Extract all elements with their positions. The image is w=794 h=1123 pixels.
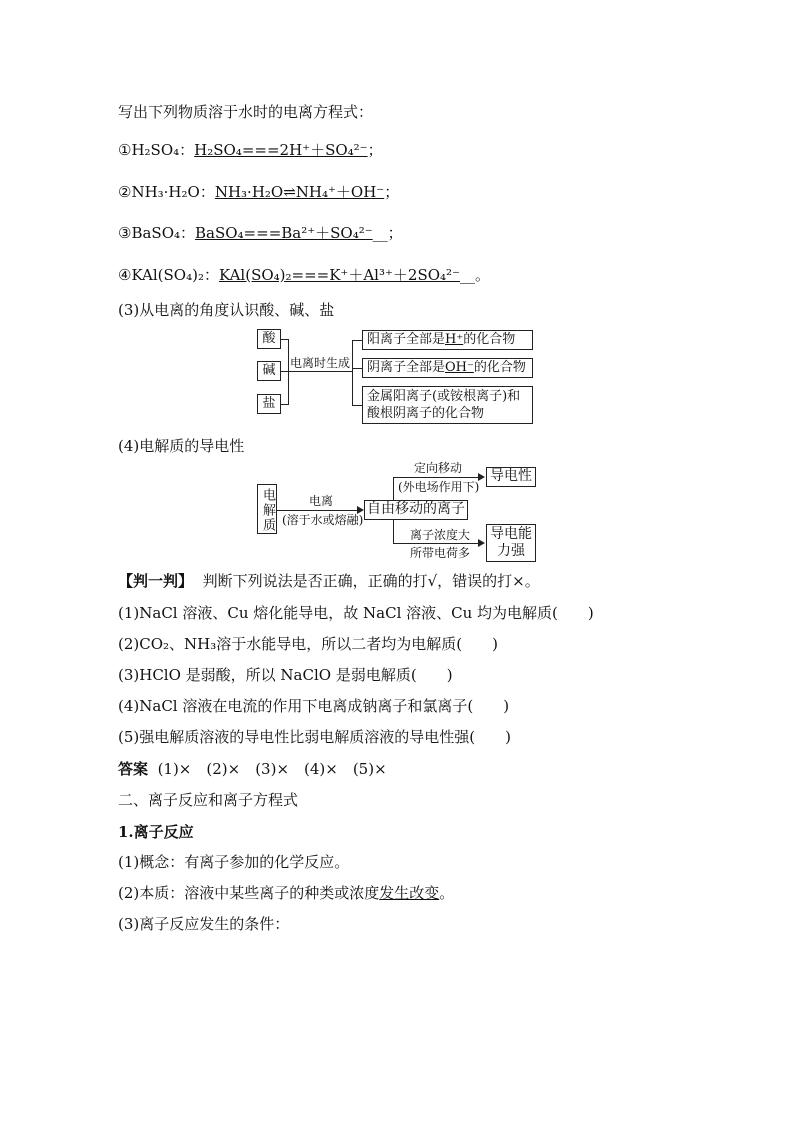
- conditions-line: (3)离子反应发生的条件：: [118, 915, 290, 933]
- eq1-answer: H₂SO₄===2H⁺＋SO₄²⁻: [194, 141, 368, 159]
- section-4-title: (4)电解质的导电性: [118, 437, 245, 455]
- section-3-title: (3)从电离的角度认识酸、碱、盐: [118, 301, 335, 319]
- ionization-condition: (溶于水或熔融): [282, 513, 364, 527]
- connector: [393, 477, 394, 500]
- section-heading-2: 二、离子反应和离子方程式: [118, 791, 299, 809]
- salt-box: 盐: [257, 394, 281, 414]
- equation-2: [118, 182, 399, 202]
- electrolyte-box: 电解质: [257, 484, 277, 534]
- subsection-ion-reaction: 1.离子反应: [118, 823, 194, 841]
- connector: [352, 340, 353, 406]
- judge-item-4: (4)NaCl 溶液在电流的作用下电离成钠离子和氯离子( ): [118, 697, 510, 715]
- base-box: 碱: [257, 361, 281, 381]
- eq2-label: ②NH₃·H₂O：: [118, 183, 215, 201]
- eq4-answer: KAl(SO₄)₂===K⁺＋Al³⁺＋2SO₄²⁻: [218, 266, 460, 284]
- judge-item-3: (3)HClO 是弱酸，所以 NaClO 是弱电解质( ): [118, 666, 453, 684]
- conductivity-box: 导电性: [486, 467, 536, 487]
- concentration-label: 离子浓度大: [410, 528, 471, 542]
- movement-label: 定向移动: [414, 461, 463, 475]
- connector: [352, 340, 362, 341]
- eq1-end: ；: [367, 141, 383, 159]
- connector: [281, 404, 288, 405]
- essence-pre: (2)本质：溶液中某些离子的种类或浓度: [118, 884, 380, 902]
- connector: [281, 371, 288, 372]
- answer-tag: 答案: [118, 760, 149, 778]
- equation-4: [118, 265, 490, 285]
- judge-tag: 【判一判】: [118, 572, 194, 590]
- eq4-label: ④KAl(SO₄)₂：: [118, 266, 219, 284]
- eq3-answer: BaSO₄===Ba²⁺＋SO₄²⁻: [195, 224, 373, 242]
- connector: [352, 368, 362, 369]
- charge-label: 所带电荷多: [410, 546, 471, 560]
- arrow-line: [393, 477, 478, 478]
- free-ions-box: 自由移动的离子: [364, 500, 468, 520]
- judge-instruction: [118, 571, 540, 591]
- connector: [288, 339, 289, 405]
- connector: [288, 371, 352, 372]
- equation-3: [118, 223, 403, 243]
- eq1-label: ①H₂SO₄：: [118, 141, 195, 159]
- arrow-line: [393, 543, 478, 544]
- salt-definition-box: 金属阳离子(或铵根离子)和 酸根阴离子的化合物: [362, 386, 533, 424]
- connector: [281, 339, 288, 340]
- anion-definition-box: 阴离子全部是OH⁻的化合物: [362, 358, 533, 378]
- intro-text: 写出下列物质溶于水时的电离方程式：: [118, 103, 374, 121]
- arrow-head: [478, 539, 485, 547]
- connector-label: 电离时生成: [290, 356, 351, 370]
- strong-conductivity-box: 导电能 力强: [486, 524, 536, 562]
- connector: [393, 520, 394, 544]
- judge-text: 判断下列说法是否正确，正确的打√，错误的打×。: [202, 572, 540, 590]
- judge-item-1: (1)NaCl 溶液、Cu 熔化能导电，故 NaCl 溶液、Cu 均为电解质( ): [118, 604, 594, 622]
- judge-item-5: (5)强电解质溶液的导电性比弱电解质溶液的导电性强( ): [118, 728, 511, 746]
- arrow-line: [277, 510, 357, 511]
- essence-line: [118, 883, 454, 903]
- eq4-end: __。: [459, 266, 490, 284]
- essence-underlined: 发生改变: [379, 884, 440, 902]
- equation-1: [118, 140, 383, 160]
- eq3-label: ③BaSO₄：: [118, 224, 195, 242]
- eq2-answer: NH₃·H₂O⇌NH₄⁺＋OH⁻: [214, 183, 385, 201]
- eq3-end: __；: [372, 224, 403, 242]
- concept-line: (1)概念：有离子参加的化学反应。: [118, 853, 350, 871]
- connector: [352, 405, 362, 406]
- cation-definition-box: 阳离子全部是H⁺的化合物: [362, 330, 533, 350]
- judge-item-2: (2)CO₂、NH₃溶于水能导电，所以二者均为电解质( ): [118, 635, 498, 653]
- ionization-label: 电离: [309, 494, 334, 508]
- answer-text: (1)× (2)× (3)× (4)× (5)×: [157, 760, 387, 778]
- acid-box: 酸: [257, 329, 281, 349]
- essence-post: 。: [439, 884, 455, 902]
- eq2-end: ；: [384, 183, 400, 201]
- answer-line: [118, 759, 387, 779]
- movement-condition: (外电场作用下): [398, 480, 480, 494]
